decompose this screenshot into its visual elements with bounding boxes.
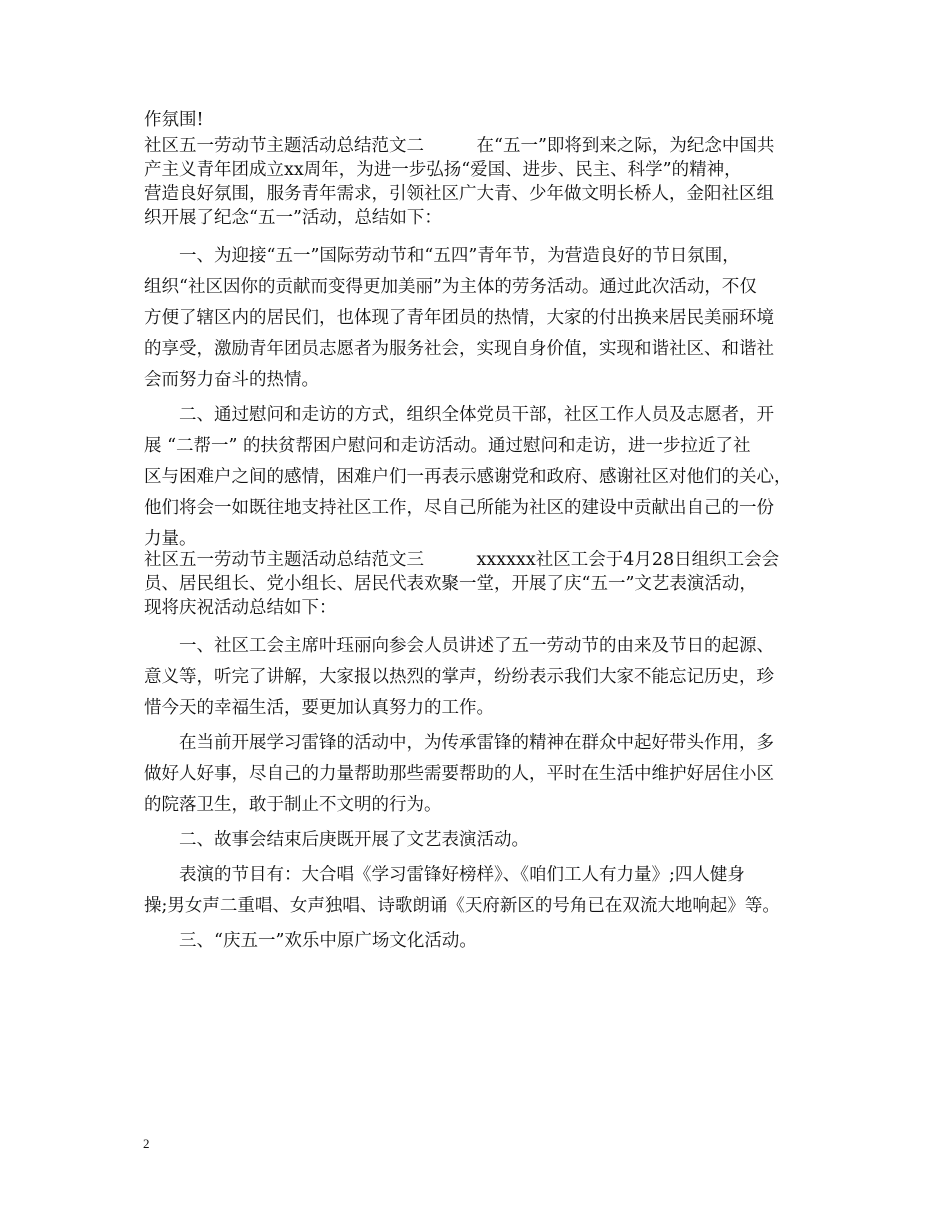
text-line: 区与困难户之间的感情，困难户们一再表示感谢党和政府、感谢社区对他们的关心， xyxy=(144,467,792,487)
text-line: 方便了辖区内的居民们，也体现了青年团员的热情，大家的付出换来居民美丽环境 xyxy=(144,308,774,328)
text-line: 意义等，听完了讲解，大家报以热烈的掌声，纷纷表示我们大家不能忘记历史，珍 xyxy=(144,667,774,687)
text-line: 惜今天的幸福生活，要更加认真努力的工作。 xyxy=(144,698,494,718)
text-line: 一、社区工会主席叶珏丽向参会人员讲述了五一劳动节的由来及节日的起源、 xyxy=(179,636,774,656)
text-line: 在当前开展学习雷锋的活动中，为传承雷锋的精神在群众中起好带头作用，多 xyxy=(179,733,774,753)
text-line: 操;男女声二重唱、女声独唱、诗歌朗诵《天府新区的号角已在双流大地响起》等。 xyxy=(144,896,780,916)
text-line: 做好人好事，尽自己的力量帮助那些需要帮助的人，平时在生活中维护好居住小区 xyxy=(144,764,774,784)
text-line: 员、居民组长、党小组长、居民代表欢聚一堂，开展了庆“五一”文艺表演活动， xyxy=(144,574,757,594)
text-line: 社区五一劳动节主题活动总结范文三 xxxxxx社区工会于4月28日组织工会会 xyxy=(144,550,780,570)
text-line: 表演的节目有：大合唱《学习雷锋好榜样》、《咱们工人有力量》;四人健身 xyxy=(179,865,745,885)
document-body xyxy=(144,0,824,1000)
text-line: 三、“庆五一”欢乐中原广场文化活动。 xyxy=(179,931,477,951)
text-line: 产主义青年团成立xx周年，为进一步弘扬“爱国、进步、民主、科学”的精神， xyxy=(144,160,742,180)
text-line: 力量。 xyxy=(144,529,197,549)
text-line: 会而努力奋斗的热情。 xyxy=(144,370,319,390)
text-line: 他们将会一如既往地支持社区工作，尽自己所能为社区的建设中贡献出自己的一份 xyxy=(144,498,774,518)
text-line: 现将庆祝活动总结如下： xyxy=(144,598,337,618)
text-line: 二、故事会结束后庚既开展了文艺表演活动。 xyxy=(179,830,529,850)
text-line: 作氛围! xyxy=(144,110,204,130)
text-line: 社区五一劳动节主题活动总结范文二 在“五一”即将到来之际，为纪念中国共 xyxy=(144,136,775,156)
text-line: 的院落卫生，敢于制止不文明的行为。 xyxy=(144,795,442,815)
text-line: 二、通过慰问和走访的方式，组织全体党员干部，社区工作人员及志愿者，开 xyxy=(179,405,774,425)
text-line: 营造良好氛围，服务青年需求，引领社区广大青、少年做文明长桥人，金阳社区组 xyxy=(144,184,774,204)
text-line: 展 “二帮一” 的扶贫帮困户慰问和走访活动。通过慰问和走访，进一步拉近了社 xyxy=(144,436,751,456)
page-number: 2 xyxy=(143,1136,150,1151)
text-line: 组织“社区因你的贡献而变得更加美丽”为主体的劳务活动。通过此次活动，不仅 xyxy=(144,277,757,297)
text-line: 一、为迎接“五一”国际劳动节和“五四”青年节，为营造良好的节日氛围， xyxy=(179,246,740,266)
text-line: 的享受，激励青年团员志愿者为服务社会，实现自身价值，实现和谐社区、和谐社 xyxy=(144,339,774,359)
text-line: 织开展了纪念“五一”活动，总结如下： xyxy=(144,208,442,228)
